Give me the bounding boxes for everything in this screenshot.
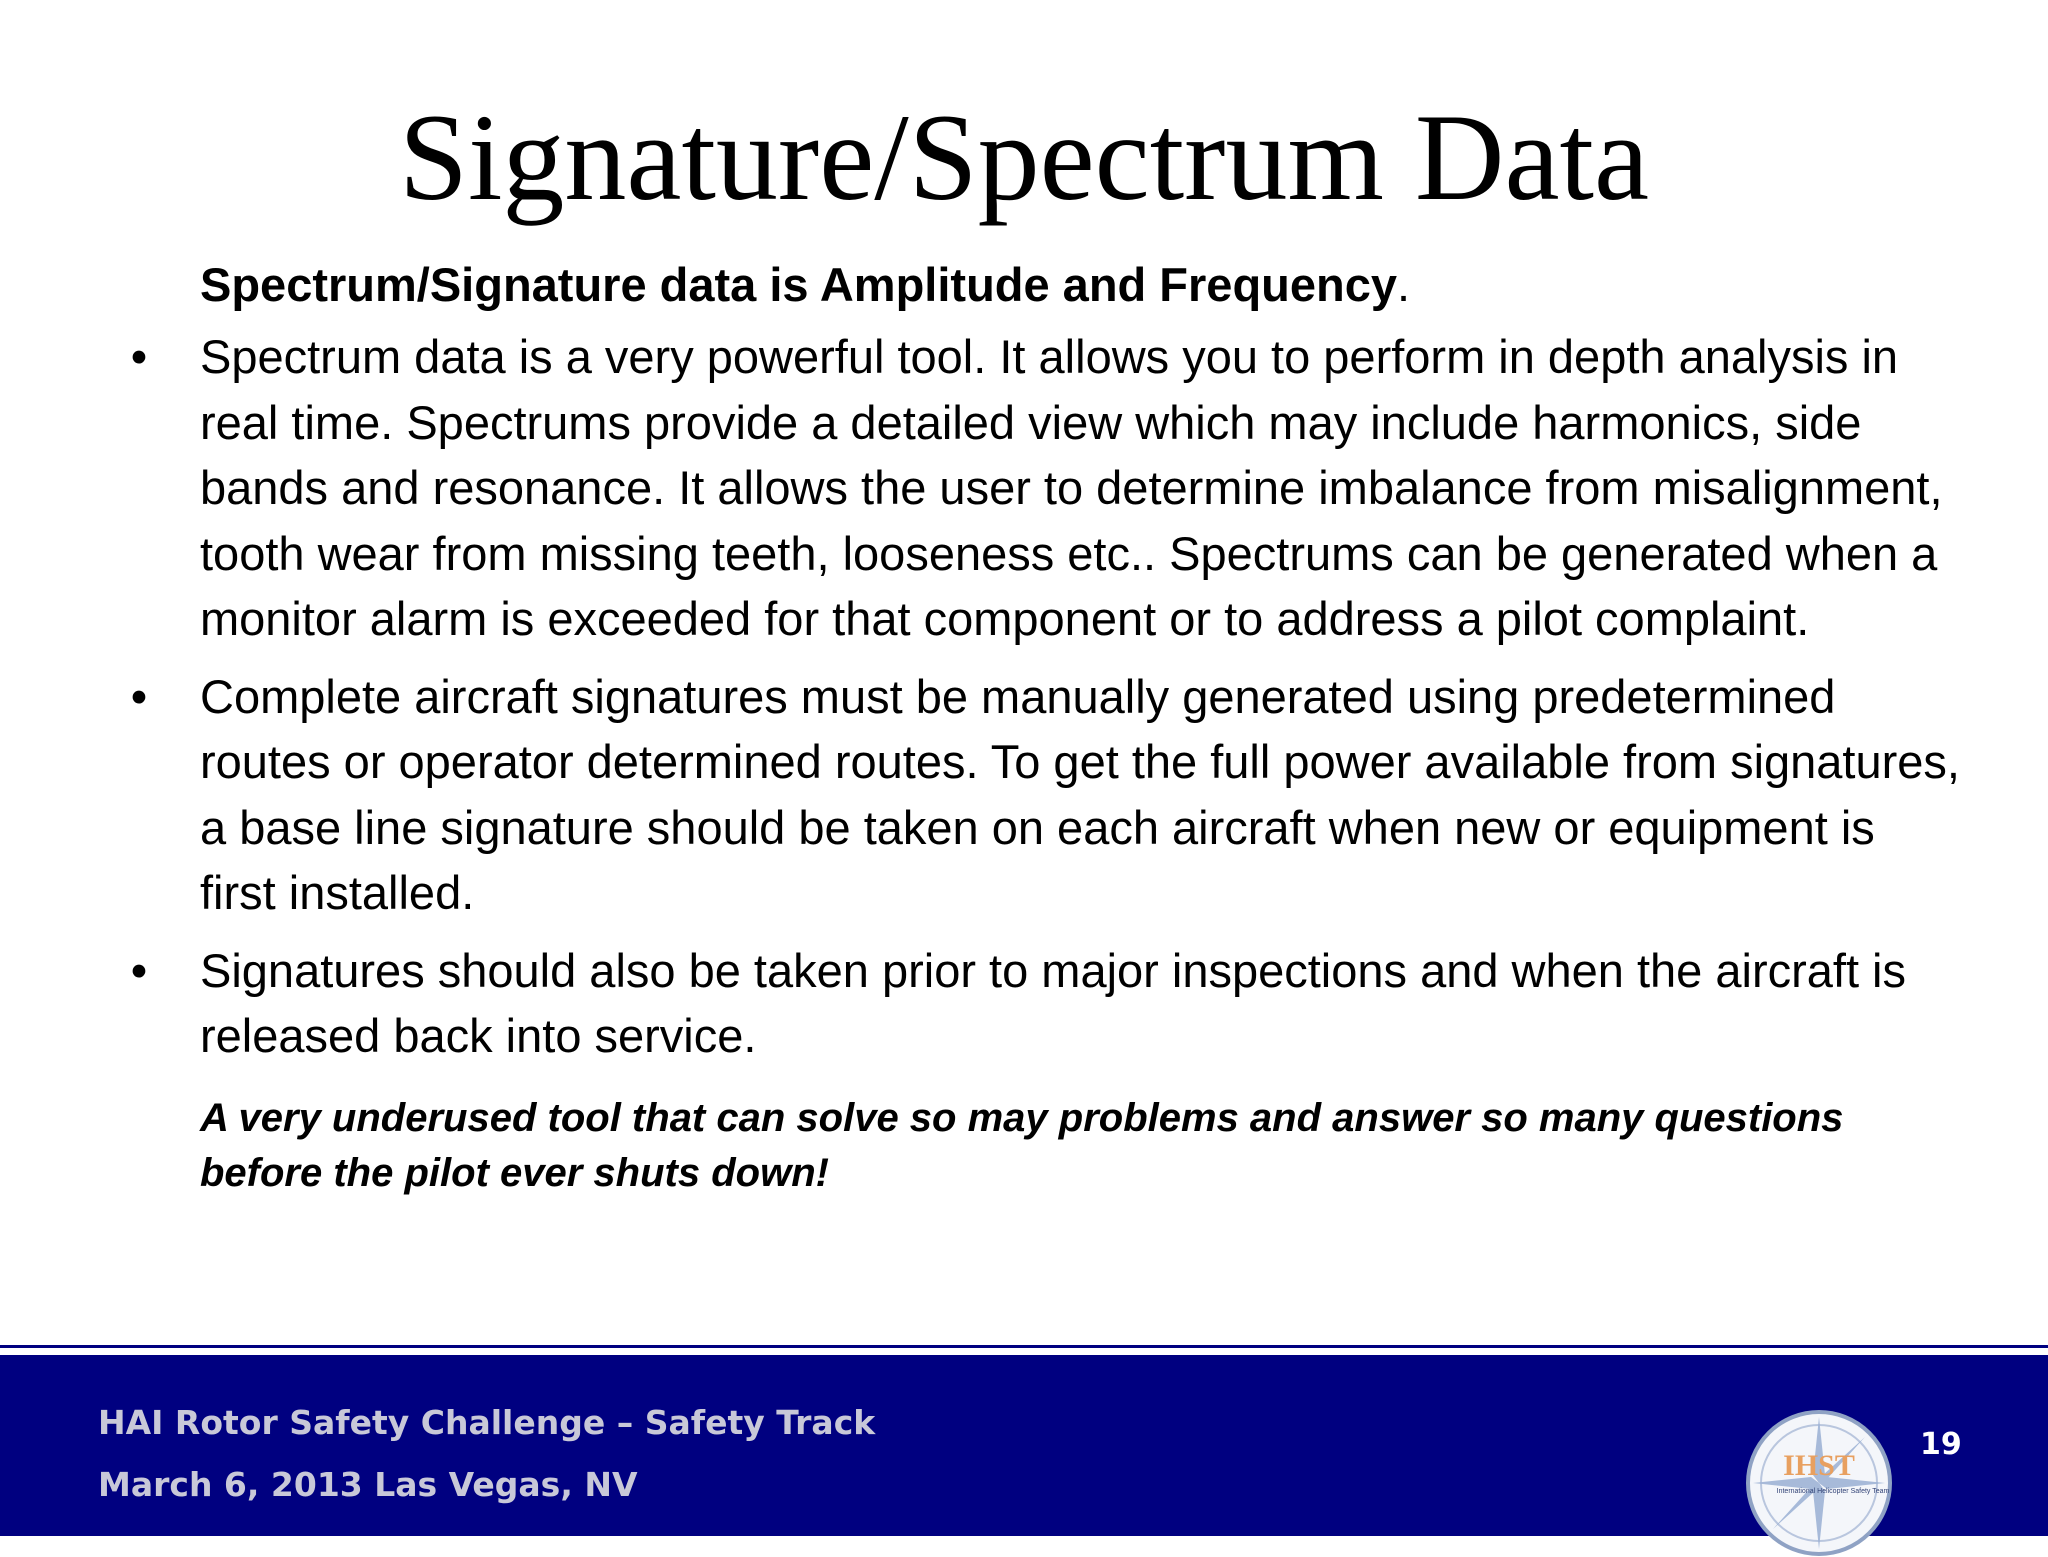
bullet-item — [130, 324, 1960, 652]
slide-title: Signature/Spectrum Data — [399, 89, 1649, 226]
ihst-logo-icon — [1745, 1409, 1893, 1557]
lead-period: . — [1397, 258, 1411, 311]
slide-body — [130, 254, 1960, 1201]
footer-date-location: March 6, 2013 Las Vegas, NV — [98, 1465, 638, 1504]
bullet-item — [130, 664, 1960, 926]
page-number: 19 — [1920, 1427, 1962, 1462]
lead-bold-text: Spectrum/Signature data is Amplitude and Frequency — [200, 258, 1397, 311]
bullet-text: Spectrum data is a very powerful tool. It allows you to perform in depth analysis in real time. Spectrums provide a detailed view which may include harmonics, side bands and resonance. It allows the user to determine imbalance from misalignment, tooth wear from missing teeth, looseness etc.. Spectrums can be generated when a monitor alarm is exceeded for that component or to address a pilot complaint. — [200, 330, 1943, 645]
bullet-icon: • — [130, 943, 148, 997]
bullet-icon: • — [130, 669, 148, 723]
footer-bar — [0, 1355, 2048, 1536]
footer-event-title: HAI Rotor Safety Challenge – Safety Track — [98, 1403, 876, 1442]
bullet-item — [130, 938, 1960, 1069]
bullet-icon: • — [130, 330, 148, 383]
footer-divider — [0, 1345, 2048, 1348]
lead-statement — [200, 254, 1960, 316]
logo-subtext: International Helicopter Safety Team — [1776, 1488, 1890, 1495]
bullet-text: Complete aircraft signatures must be manually generated using predetermined routes or operator determined routes. To get the full power available from signatures, a base line signature should be taken on each aircraft when new or equipment is first installed. — [200, 669, 1960, 919]
logo-text: IHST — [1783, 1449, 1855, 1482]
closing-note: A very underused tool that can solve so may problems and answer so many questions before the pilot ever shuts down! — [200, 1095, 1844, 1195]
bullet-text: Signatures should also be taken prior to major inspections and when the aircraft is released back into service. — [200, 943, 1906, 1062]
